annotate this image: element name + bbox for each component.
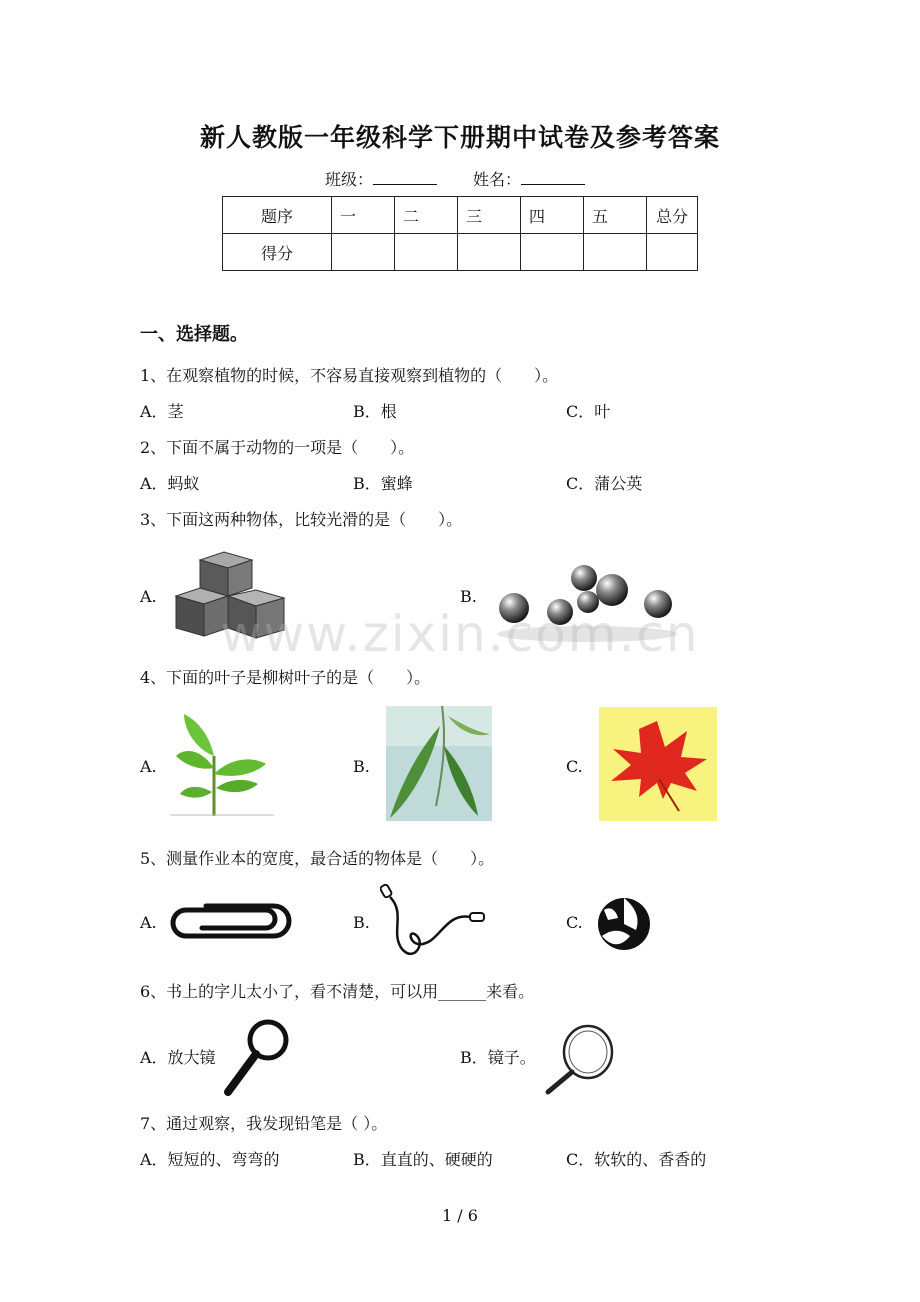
q5-option-a: A. bbox=[140, 913, 157, 932]
class-label: 班级： bbox=[325, 170, 374, 189]
q1-option-a: A．茎 bbox=[140, 402, 184, 421]
score-cell bbox=[521, 234, 584, 271]
magnifying-glass-image bbox=[222, 1018, 292, 1096]
q1-option-b: B．根 bbox=[353, 402, 397, 421]
header-cell: 一 bbox=[332, 197, 395, 234]
header-cell: 三 bbox=[458, 197, 521, 234]
q7-option-b: B．直直的、硬硬的 bbox=[353, 1150, 493, 1169]
question-5: 5、测量作业本的宽度，最合适的物体是（ ）。 bbox=[140, 849, 495, 868]
volleyball-image bbox=[596, 896, 652, 952]
question-2: 2、下面不属于动物的一项是（ ）。 bbox=[140, 438, 415, 457]
name-field bbox=[473, 167, 585, 190]
name-blank bbox=[521, 170, 585, 185]
name-label: 姓名： bbox=[473, 170, 522, 189]
paper-clip-image bbox=[166, 898, 292, 944]
q5-option-c: C. bbox=[566, 913, 583, 932]
header-cell: 五 bbox=[584, 197, 647, 234]
q4-option-a: A. bbox=[140, 757, 157, 776]
score-cell bbox=[584, 234, 647, 271]
willow-leaves-image bbox=[386, 706, 492, 821]
page-number: 1 / 6 bbox=[442, 1206, 478, 1225]
row-label-cell: 得分 bbox=[223, 234, 332, 271]
watermark: www.zixin.com.cn bbox=[220, 605, 700, 663]
q4-option-c: C. bbox=[566, 757, 583, 776]
header-cell: 二 bbox=[395, 197, 458, 234]
class-blank bbox=[373, 170, 437, 185]
q6-option-a: A．放大镜 bbox=[140, 1048, 216, 1067]
question-4: 4、下面的叶子是柳树叶子的是（ ）。 bbox=[140, 668, 431, 687]
q5-option-b: B. bbox=[353, 913, 370, 932]
score-cell bbox=[458, 234, 521, 271]
q2-option-c: C．蒲公英 bbox=[566, 474, 643, 493]
question-7: 7、通过观察，我发现铅笔是（ ）。 bbox=[140, 1114, 388, 1133]
header-cell: 总分 bbox=[647, 197, 698, 234]
hand-mirror-image bbox=[540, 1022, 618, 1096]
q7-option-c: C．软软的、香香的 bbox=[566, 1150, 707, 1169]
score-cell bbox=[332, 234, 395, 271]
score-table-score-row bbox=[223, 234, 698, 271]
section-heading: 一、选择题。 bbox=[140, 324, 248, 345]
jump-rope-image bbox=[380, 883, 490, 961]
q3-option-a: A. bbox=[140, 587, 157, 606]
score-table bbox=[222, 196, 698, 271]
header-cell: 题序 bbox=[223, 197, 332, 234]
class-field bbox=[325, 167, 437, 190]
page-title: 新人教版一年级科学下册期中试卷及参考答案 bbox=[199, 123, 720, 152]
q6-option-b: B．镜子。 bbox=[460, 1048, 536, 1067]
header-cell: 四 bbox=[521, 197, 584, 234]
score-cell bbox=[395, 234, 458, 271]
question-6: 6、书上的字儿太小了，看不清楚，可以用______来看。 bbox=[140, 982, 535, 1001]
question-3: 3、下面这两种物体，比较光滑的是（ ）。 bbox=[140, 510, 463, 529]
q4-option-b: B. bbox=[353, 757, 370, 776]
maple-leaf-image bbox=[599, 707, 717, 821]
q3-option-b: B. bbox=[460, 587, 477, 606]
q2-option-a: A．蚂蚁 bbox=[140, 474, 200, 493]
q1-option-c: C．叶 bbox=[566, 402, 611, 421]
score-table-header-row bbox=[223, 197, 698, 234]
sprout-leaves-image bbox=[170, 708, 274, 818]
q2-option-b: B．蜜蜂 bbox=[353, 474, 413, 493]
score-cell bbox=[647, 234, 698, 271]
q7-option-a: A．短短的、弯弯的 bbox=[140, 1150, 280, 1169]
question-1: 1、在观察植物的时候，不容易直接观察到植物的（ ）。 bbox=[140, 366, 559, 385]
